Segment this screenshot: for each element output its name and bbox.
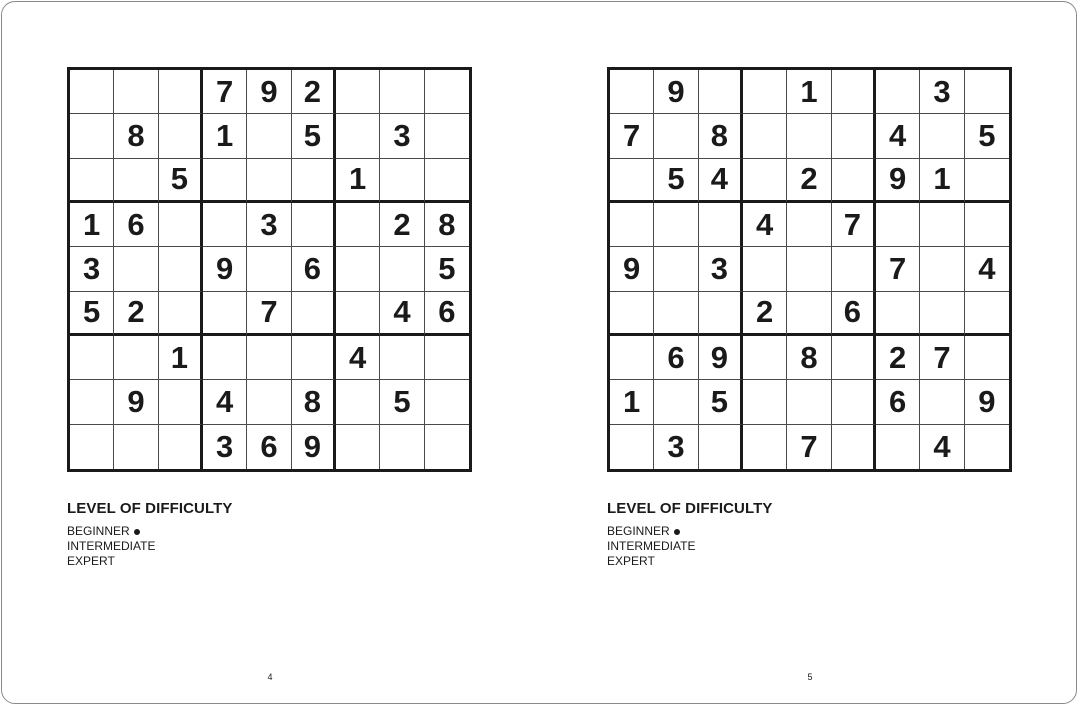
sudoku-cell[interactable] <box>114 159 158 203</box>
sudoku-cell[interactable]: 1 <box>610 380 654 424</box>
sudoku-cell[interactable] <box>699 425 743 469</box>
sudoku-cell[interactable]: 5 <box>699 380 743 424</box>
sudoku-cell[interactable] <box>920 292 964 336</box>
sudoku-cell[interactable] <box>336 203 380 247</box>
sudoku-cell[interactable] <box>247 336 291 380</box>
sudoku-cell[interactable] <box>965 292 1009 336</box>
sudoku-cell[interactable]: 3 <box>699 247 743 291</box>
sudoku-cell[interactable] <box>876 292 920 336</box>
level-label: EXPERT <box>607 554 655 568</box>
sudoku-cell[interactable] <box>787 292 831 336</box>
sudoku-cell[interactable]: 9 <box>654 70 698 114</box>
sudoku-cell[interactable]: 5 <box>159 159 203 203</box>
sudoku-cell[interactable] <box>743 247 787 291</box>
sudoku-cell[interactable]: 8 <box>292 380 336 424</box>
sudoku-cell[interactable]: 1 <box>159 336 203 380</box>
sudoku-cell[interactable]: 1 <box>336 159 380 203</box>
sudoku-cell[interactable] <box>965 336 1009 380</box>
sudoku-cell[interactable] <box>247 247 291 291</box>
sudoku-cell[interactable] <box>380 425 424 469</box>
sudoku-cell[interactable] <box>425 159 469 203</box>
sudoku-cell[interactable] <box>920 114 964 158</box>
sudoku-cell[interactable]: 4 <box>699 159 743 203</box>
sudoku-cell[interactable] <box>610 70 654 114</box>
sudoku-cell[interactable]: 5 <box>70 292 114 336</box>
sudoku-cell[interactable] <box>425 380 469 424</box>
sudoku-cell[interactable] <box>336 292 380 336</box>
sudoku-cell[interactable] <box>203 203 247 247</box>
difficulty-section <box>607 500 773 569</box>
sudoku-cell[interactable] <box>920 247 964 291</box>
sudoku-cell[interactable] <box>292 159 336 203</box>
sudoku-cell[interactable]: 5 <box>654 159 698 203</box>
sudoku-cell[interactable]: 2 <box>380 203 424 247</box>
difficulty-title: LEVEL OF DIFFICULTY <box>607 500 773 517</box>
sudoku-cell[interactable]: 7 <box>247 292 291 336</box>
sudoku-cell[interactable]: 8 <box>699 114 743 158</box>
sudoku-cell[interactable] <box>743 425 787 469</box>
sudoku-cell[interactable]: 3 <box>247 203 291 247</box>
sudoku-cell[interactable] <box>70 159 114 203</box>
sudoku-cell[interactable]: 7 <box>920 336 964 380</box>
sudoku-cell[interactable]: 6 <box>654 336 698 380</box>
sudoku-cell[interactable] <box>832 114 876 158</box>
sudoku-cell[interactable]: 6 <box>114 203 158 247</box>
sudoku-cell[interactable] <box>965 425 1009 469</box>
sudoku-cell[interactable] <box>610 159 654 203</box>
sudoku-cell[interactable] <box>380 336 424 380</box>
level-intermediate <box>607 539 773 554</box>
level-label: INTERMEDIATE <box>607 539 696 553</box>
level-label: INTERMEDIATE <box>67 539 156 553</box>
sudoku-cell[interactable]: 9 <box>876 159 920 203</box>
sudoku-cell[interactable] <box>654 292 698 336</box>
sudoku-cell[interactable] <box>159 70 203 114</box>
level-intermediate <box>67 539 233 554</box>
sudoku-cell[interactable]: 3 <box>380 114 424 158</box>
sudoku-cell[interactable]: 6 <box>876 380 920 424</box>
sudoku-cell[interactable]: 9 <box>965 380 1009 424</box>
sudoku-cell[interactable] <box>610 425 654 469</box>
sudoku-cell[interactable] <box>699 203 743 247</box>
sudoku-cell[interactable] <box>70 425 114 469</box>
sudoku-cell[interactable] <box>203 159 247 203</box>
sudoku-cell[interactable]: 1 <box>920 159 964 203</box>
sudoku-cell[interactable] <box>159 203 203 247</box>
page-number: 5 <box>807 672 813 682</box>
sudoku-cell[interactable]: 8 <box>114 114 158 158</box>
sudoku-cell[interactable]: 4 <box>203 380 247 424</box>
sudoku-cell[interactable] <box>425 114 469 158</box>
sudoku-cell[interactable] <box>247 380 291 424</box>
sudoku-cell[interactable] <box>699 70 743 114</box>
sudoku-cell[interactable] <box>70 70 114 114</box>
sudoku-cell[interactable] <box>654 114 698 158</box>
sudoku-cell[interactable] <box>70 336 114 380</box>
sudoku-cell[interactable] <box>787 203 831 247</box>
sudoku-cell[interactable] <box>743 159 787 203</box>
sudoku-cell[interactable] <box>743 70 787 114</box>
sudoku-cell[interactable]: 1 <box>203 114 247 158</box>
sudoku-cell[interactable]: 4 <box>920 425 964 469</box>
sudoku-cell[interactable]: 2 <box>743 292 787 336</box>
sudoku-cell[interactable]: 5 <box>965 114 1009 158</box>
sudoku-cell[interactable] <box>654 203 698 247</box>
level-beginner <box>607 524 773 539</box>
sudoku-cell[interactable] <box>425 425 469 469</box>
sudoku-cell[interactable] <box>336 247 380 291</box>
sudoku-cell[interactable] <box>654 380 698 424</box>
sudoku-cell[interactable] <box>292 203 336 247</box>
sudoku-cell[interactable]: 4 <box>965 247 1009 291</box>
sudoku-cell[interactable] <box>832 159 876 203</box>
sudoku-cell[interactable] <box>787 114 831 158</box>
sudoku-cell[interactable]: 2 <box>114 292 158 336</box>
sudoku-cell[interactable] <box>876 203 920 247</box>
sudoku-cell[interactable]: 3 <box>203 425 247 469</box>
sudoku-cell[interactable]: 6 <box>425 292 469 336</box>
sudoku-cell[interactable]: 7 <box>832 203 876 247</box>
sudoku-cell[interactable] <box>336 114 380 158</box>
sudoku-cell[interactable] <box>699 292 743 336</box>
sudoku-cell[interactable] <box>787 247 831 291</box>
sudoku-grid <box>67 67 472 472</box>
sudoku-cell[interactable]: 3 <box>70 247 114 291</box>
sudoku-cell[interactable] <box>159 292 203 336</box>
sudoku-cell[interactable] <box>380 159 424 203</box>
sudoku-cell[interactable] <box>832 425 876 469</box>
sudoku-cell[interactable]: 1 <box>70 203 114 247</box>
sudoku-cell[interactable] <box>920 203 964 247</box>
sudoku-cell[interactable] <box>159 425 203 469</box>
sudoku-cell[interactable] <box>654 247 698 291</box>
sudoku-cell[interactable] <box>203 292 247 336</box>
sudoku-cell[interactable] <box>292 292 336 336</box>
sudoku-cell[interactable]: 7 <box>203 70 247 114</box>
sudoku-cell[interactable] <box>336 380 380 424</box>
sudoku-cell[interactable] <box>743 336 787 380</box>
sudoku-cell[interactable] <box>247 159 291 203</box>
sudoku-cell[interactable]: 3 <box>920 70 964 114</box>
sudoku-cell[interactable] <box>70 380 114 424</box>
difficulty-section <box>67 500 233 569</box>
sudoku-cell[interactable] <box>247 114 291 158</box>
sudoku-cell[interactable]: 2 <box>876 336 920 380</box>
sudoku-cell[interactable] <box>70 114 114 158</box>
level-beginner <box>67 524 233 539</box>
sudoku-cell[interactable] <box>380 70 424 114</box>
sudoku-cell[interactable] <box>114 70 158 114</box>
sudoku-cell[interactable]: 1 <box>787 70 831 114</box>
sudoku-cell[interactable]: 9 <box>114 380 158 424</box>
sudoku-cell[interactable] <box>114 247 158 291</box>
sudoku-cell[interactable] <box>787 380 831 424</box>
sudoku-cell[interactable]: 9 <box>203 247 247 291</box>
sudoku-cell[interactable] <box>832 70 876 114</box>
sudoku-cell[interactable] <box>920 380 964 424</box>
sudoku-cell[interactable] <box>876 425 920 469</box>
sudoku-cell[interactable]: 3 <box>654 425 698 469</box>
sudoku-cell[interactable] <box>114 336 158 380</box>
page-number: 4 <box>267 672 273 682</box>
selected-dot-icon <box>674 529 680 535</box>
sudoku-cell[interactable] <box>832 336 876 380</box>
sudoku-cell[interactable] <box>159 114 203 158</box>
selected-dot-icon <box>134 529 140 535</box>
sudoku-cell[interactable]: 5 <box>380 380 424 424</box>
sudoku-cell[interactable] <box>965 203 1009 247</box>
level-expert <box>67 554 233 569</box>
sudoku-cell[interactable]: 4 <box>876 114 920 158</box>
sudoku-cell[interactable]: 2 <box>292 70 336 114</box>
sudoku-cell[interactable]: 7 <box>610 114 654 158</box>
sudoku-cell[interactable] <box>114 425 158 469</box>
sudoku-cell[interactable]: 4 <box>336 336 380 380</box>
sudoku-cell[interactable]: 4 <box>380 292 424 336</box>
sudoku-cell[interactable] <box>380 247 424 291</box>
sudoku-cell[interactable] <box>876 70 920 114</box>
page-right <box>540 0 1080 707</box>
sudoku-cell[interactable] <box>292 336 336 380</box>
sudoku-cell[interactable] <box>965 159 1009 203</box>
sudoku-cell[interactable] <box>425 336 469 380</box>
sudoku-cell[interactable]: 6 <box>832 292 876 336</box>
sudoku-cell[interactable] <box>610 292 654 336</box>
sudoku-cell[interactable]: 7 <box>876 247 920 291</box>
sudoku-cell[interactable]: 5 <box>292 114 336 158</box>
level-label: BEGINNER <box>67 524 130 538</box>
sudoku-cell[interactable] <box>203 336 247 380</box>
sudoku-cell[interactable]: 8 <box>787 336 831 380</box>
sudoku-cell[interactable] <box>832 380 876 424</box>
sudoku-cell[interactable] <box>965 70 1009 114</box>
difficulty-title: LEVEL OF DIFFICULTY <box>67 500 233 517</box>
sudoku-cell[interactable]: 2 <box>787 159 831 203</box>
level-expert <box>607 554 773 569</box>
sudoku-cell[interactable]: 9 <box>247 70 291 114</box>
sudoku-cell[interactable] <box>159 247 203 291</box>
sudoku-cell[interactable]: 9 <box>699 336 743 380</box>
sudoku-cell[interactable]: 9 <box>292 425 336 469</box>
sudoku-cell[interactable]: 5 <box>425 247 469 291</box>
sudoku-cell[interactable] <box>336 425 380 469</box>
sudoku-cell[interactable] <box>425 70 469 114</box>
sudoku-cell[interactable]: 7 <box>787 425 831 469</box>
sudoku-cell[interactable]: 6 <box>292 247 336 291</box>
sudoku-cell[interactable]: 4 <box>743 203 787 247</box>
level-label: EXPERT <box>67 554 115 568</box>
sudoku-cell[interactable] <box>610 336 654 380</box>
level-label: BEGINNER <box>607 524 670 538</box>
sudoku-cell[interactable]: 9 <box>610 247 654 291</box>
sudoku-cell[interactable] <box>743 114 787 158</box>
sudoku-cell[interactable] <box>610 203 654 247</box>
sudoku-cell[interactable] <box>159 380 203 424</box>
sudoku-cell[interactable] <box>832 247 876 291</box>
sudoku-cell[interactable] <box>336 70 380 114</box>
sudoku-cell[interactable]: 6 <box>247 425 291 469</box>
sudoku-grid <box>607 67 1012 472</box>
sudoku-cell[interactable] <box>743 380 787 424</box>
sudoku-cell[interactable]: 8 <box>425 203 469 247</box>
